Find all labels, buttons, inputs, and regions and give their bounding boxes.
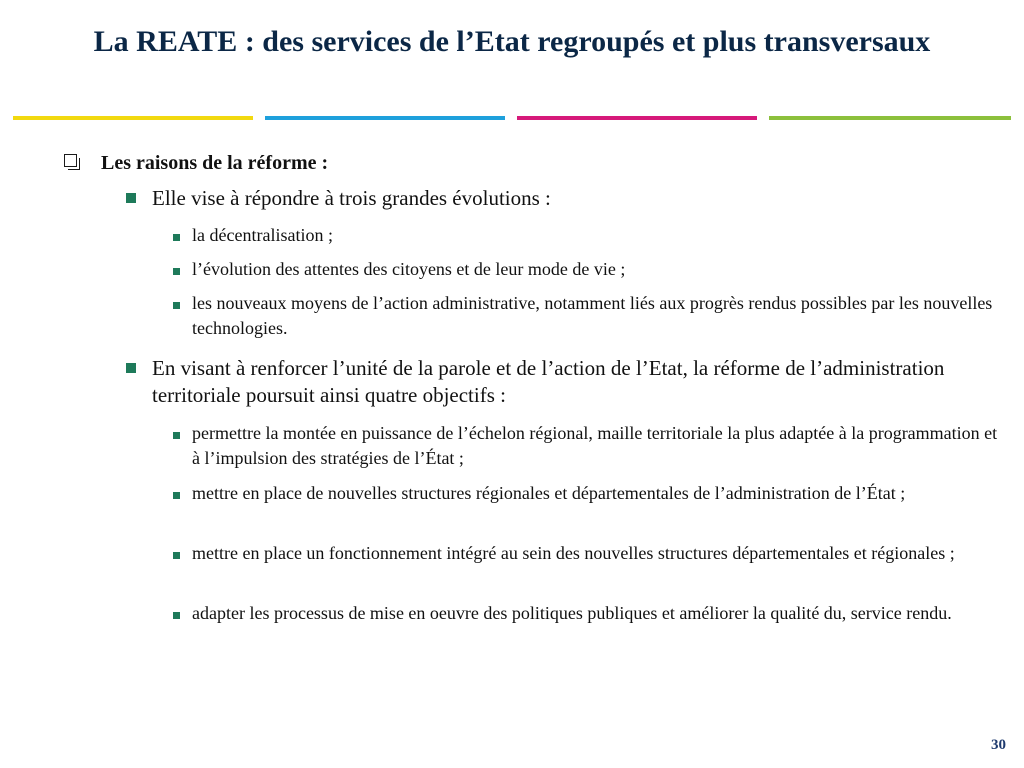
small-square-bullet-icon bbox=[173, 302, 180, 309]
small-square-bullet-icon bbox=[173, 612, 180, 619]
small-square-bullet-icon bbox=[173, 268, 180, 275]
point-2-item-2: mettre en place de nouvelles structures régionales et départementales de l’administration de l’État ; bbox=[192, 483, 906, 503]
point-2-text: En visant à renforcer l’unité de la parole et de l’action de l’Etat, la réforme de l’administration territoriale poursuit ainsi quatre objectifs : bbox=[152, 356, 945, 407]
point-2-item-1: permettre la montée en puissance de l’échelon régional, maille territoriale la plus adaptée à la programmation et à l’impulsion des stratégies de l’État ; bbox=[192, 423, 998, 468]
small-square-bullet-icon bbox=[173, 492, 180, 499]
point-1-item-1: la décentralisation ; bbox=[192, 225, 333, 245]
point-1-text: Elle vise à répondre à trois grandes évolutions : bbox=[152, 186, 551, 210]
point-1-item-3: les nouveaux moyens de l’action administrative, notamment liés aux progrès rendus possibles par les nouvelles technologies. bbox=[192, 293, 993, 338]
point-2-item-3: mettre en place un fonctionnement intégré au sein des nouvelles structures départementales et régionales ; bbox=[192, 543, 955, 563]
small-square-bullet-icon bbox=[173, 234, 180, 241]
checkbox-bullet-icon bbox=[64, 154, 77, 167]
small-square-bullet-icon bbox=[173, 552, 180, 559]
point-2-item-4: adapter les processus de mise en oeuvre des politiques publiques et améliorer la qualité du, service rendu. bbox=[192, 603, 952, 623]
section-heading: Les raisons de la réforme : bbox=[101, 152, 329, 174]
point-1-item-2: l’évolution des attentes des citoyens et de leur mode de vie ; bbox=[192, 259, 626, 279]
small-square-bullet-icon bbox=[173, 432, 180, 439]
page-number: 30 bbox=[991, 737, 1006, 753]
square-bullet-icon bbox=[126, 363, 136, 373]
square-bullet-icon bbox=[126, 193, 136, 203]
slide-title: La REATE : des services de l’Etat regroupés et plus transversaux bbox=[93, 25, 931, 58]
